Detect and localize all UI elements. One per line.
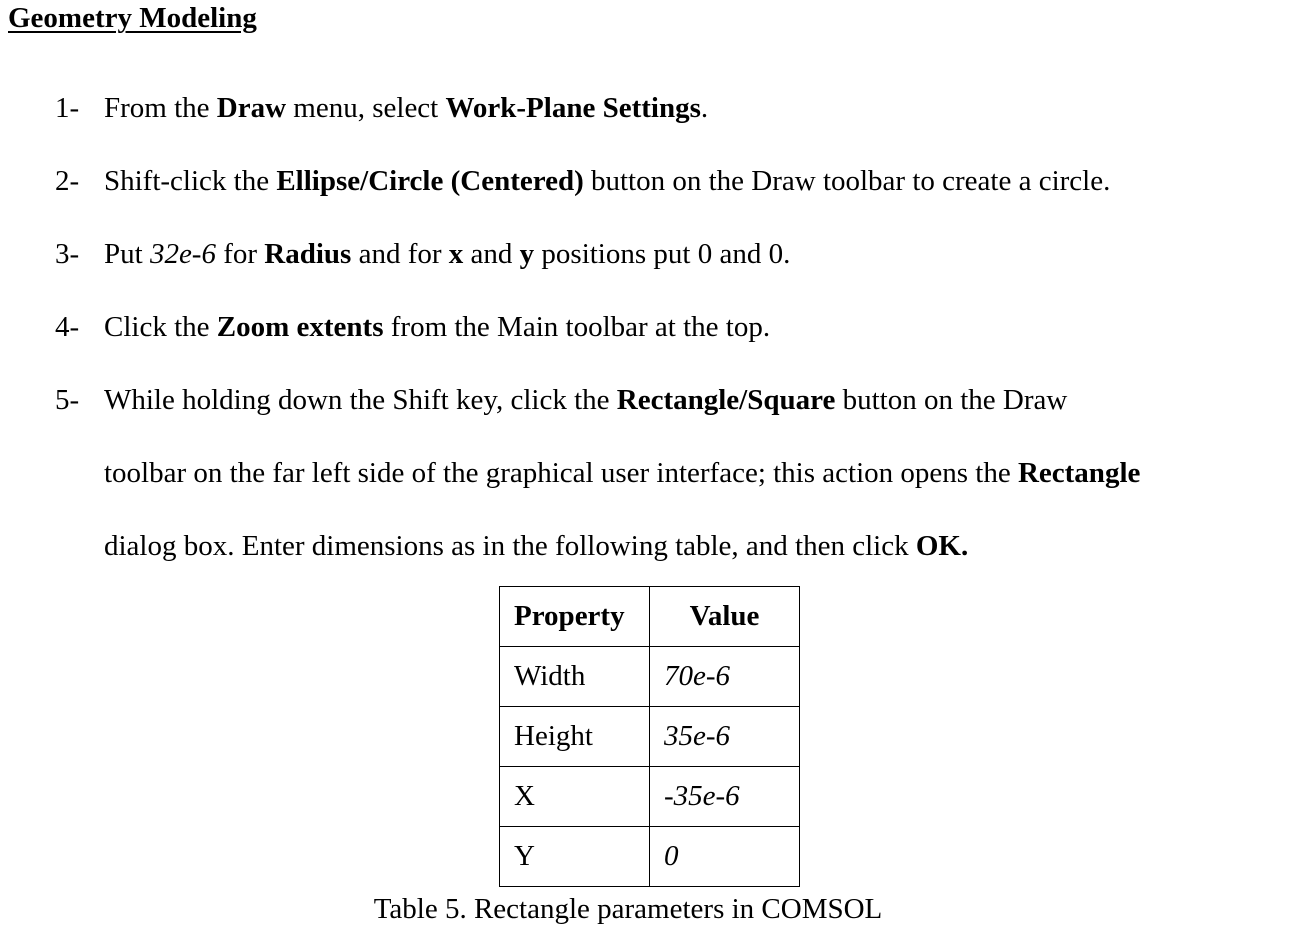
list-item	[0, 364, 1312, 583]
step-line	[104, 364, 1312, 437]
value-cell: 0	[650, 827, 800, 887]
table-row	[500, 767, 800, 827]
bold-term: Ellipse/Circle (Centered)	[276, 165, 584, 197]
step-text: menu, select	[286, 92, 446, 124]
bold-term: Work-Plane Settings	[445, 92, 701, 124]
step-text: Shift-click the	[104, 165, 277, 197]
bold-term: Draw	[216, 92, 287, 124]
list-item	[0, 218, 1312, 291]
bold-term: Zoom extents	[216, 311, 384, 343]
step-text: button on the Draw toolbar to create a circle.	[583, 165, 1111, 197]
table-row	[500, 647, 800, 707]
step-number: 1-	[55, 92, 80, 124]
step-text: from the Main toolbar at the top.	[383, 311, 771, 343]
step-text: and for	[351, 238, 449, 270]
table-row	[500, 827, 800, 887]
header-property: Property	[500, 587, 650, 647]
step-text: .	[700, 92, 709, 124]
value-cell: 70e-6	[650, 647, 800, 707]
rectangle-parameters-table	[499, 586, 800, 887]
step-text: toolbar on the far left side of the graphical user interface; this action opens the	[104, 457, 1018, 489]
list-item	[0, 72, 1312, 145]
step-text: Click the	[104, 311, 217, 343]
step-text: dialog box. Enter dimensions as in the following table, and then click	[104, 530, 916, 562]
step-number: 5-	[55, 384, 80, 416]
bold-term: y	[519, 238, 535, 270]
bold-term: OK.	[915, 530, 969, 562]
step-number: 2-	[55, 165, 80, 197]
step-text: for	[215, 238, 265, 270]
property-cell: Height	[500, 707, 650, 767]
step-number: 3-	[55, 238, 80, 270]
property-cell: X	[500, 767, 650, 827]
property-cell: Y	[500, 827, 650, 887]
italic-value: 32e-6	[149, 238, 216, 270]
value-cell: 35e-6	[650, 707, 800, 767]
bold-term: Rectangle/Square	[616, 384, 836, 416]
instruction-list	[0, 72, 1312, 583]
bold-term: Radius	[264, 238, 352, 270]
header-value: Value	[650, 587, 800, 647]
value-cell: -35e-6	[650, 767, 800, 827]
step-text: While holding down the Shift key, click the	[104, 384, 617, 416]
step-line	[104, 437, 1312, 510]
step-text: positions put 0 and 0.	[534, 238, 791, 270]
step-text: From the	[104, 92, 217, 124]
property-cell: Width	[500, 647, 650, 707]
list-item	[0, 145, 1312, 218]
step-text: button on the Draw	[835, 384, 1068, 416]
step-text: Put	[104, 238, 150, 270]
step-line	[104, 510, 1312, 583]
step-number: 4-	[55, 311, 80, 343]
step-text: and	[463, 238, 520, 270]
table-header-row	[500, 587, 800, 647]
list-item	[0, 291, 1312, 364]
table-row	[500, 707, 800, 767]
bold-term: x	[448, 238, 464, 270]
table-caption: Table 5. Rectangle parameters in COMSOL	[373, 893, 883, 925]
section-heading: Geometry Modeling	[8, 2, 257, 34]
bold-term: Rectangle	[1017, 457, 1141, 489]
